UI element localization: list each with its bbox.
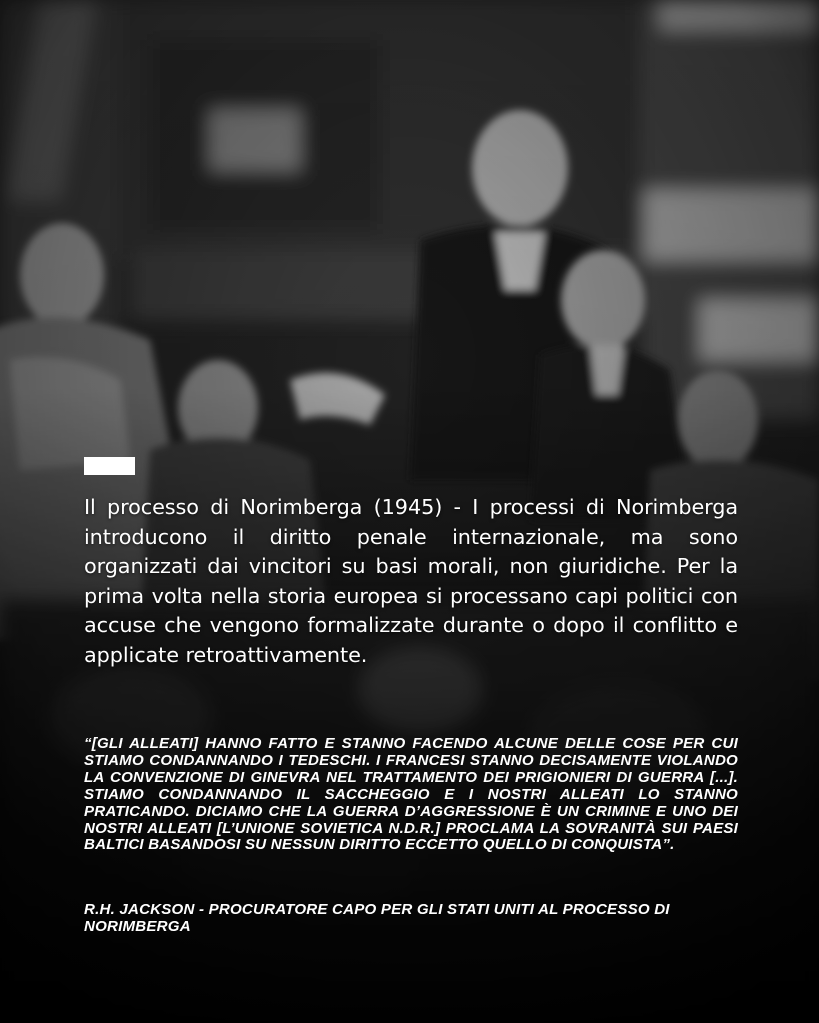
quote-author: R.H. JACKSON - PROCURATORE CAPO PER GLI STATI UNITI AL PROCESSO DI NORIMBERGA — [84, 901, 670, 935]
accent-bar — [84, 457, 135, 475]
body-paragraph: Il processo di Norimberga (1945) - I processi di Norimberga introducono il diritto penale internazionale, ma sono organizzati dai vincitori su basi morali, non giuridiche. Per la prima volta nella storia europea si processano capi politici con accuse che vengono formalizzate durante o dopo il conflitto e applicate retroattivamente. — [84, 495, 738, 667]
quote-text: “[GLI ALLEATI] HANNO FATTO E STANNO FACENDO ALCUNE DELLE COSE PER CUI STIAMO CONDANNANDO I TEDESCHI. I FRANCESI STANNO DECISAMENTE VIOLANDO LA CONVENZIONE DI GINEVRA NEL TRATTAMENTO DEI PRIGIONIERI DI GUERRA [...]. STIAMO CONDANNANDO IL SACCHEGGIO E I NOSTRI ALLEATI LO STANNO PRATICANDO. DICIAMO CHE LA GUERRA D’AGGRESSIONE È UN CRIMINE E UNO DEI NOSTRI ALLEATI [L’UNIONE SOVIETICA N.D.R.] PROCLAMA LA SOVRANITÀ SUI PAESI BALTICI BASANDOSI SU NESSUN DIRITTO ECCETTO QUELLO DI CONQUISTA”. — [84, 735, 738, 854]
